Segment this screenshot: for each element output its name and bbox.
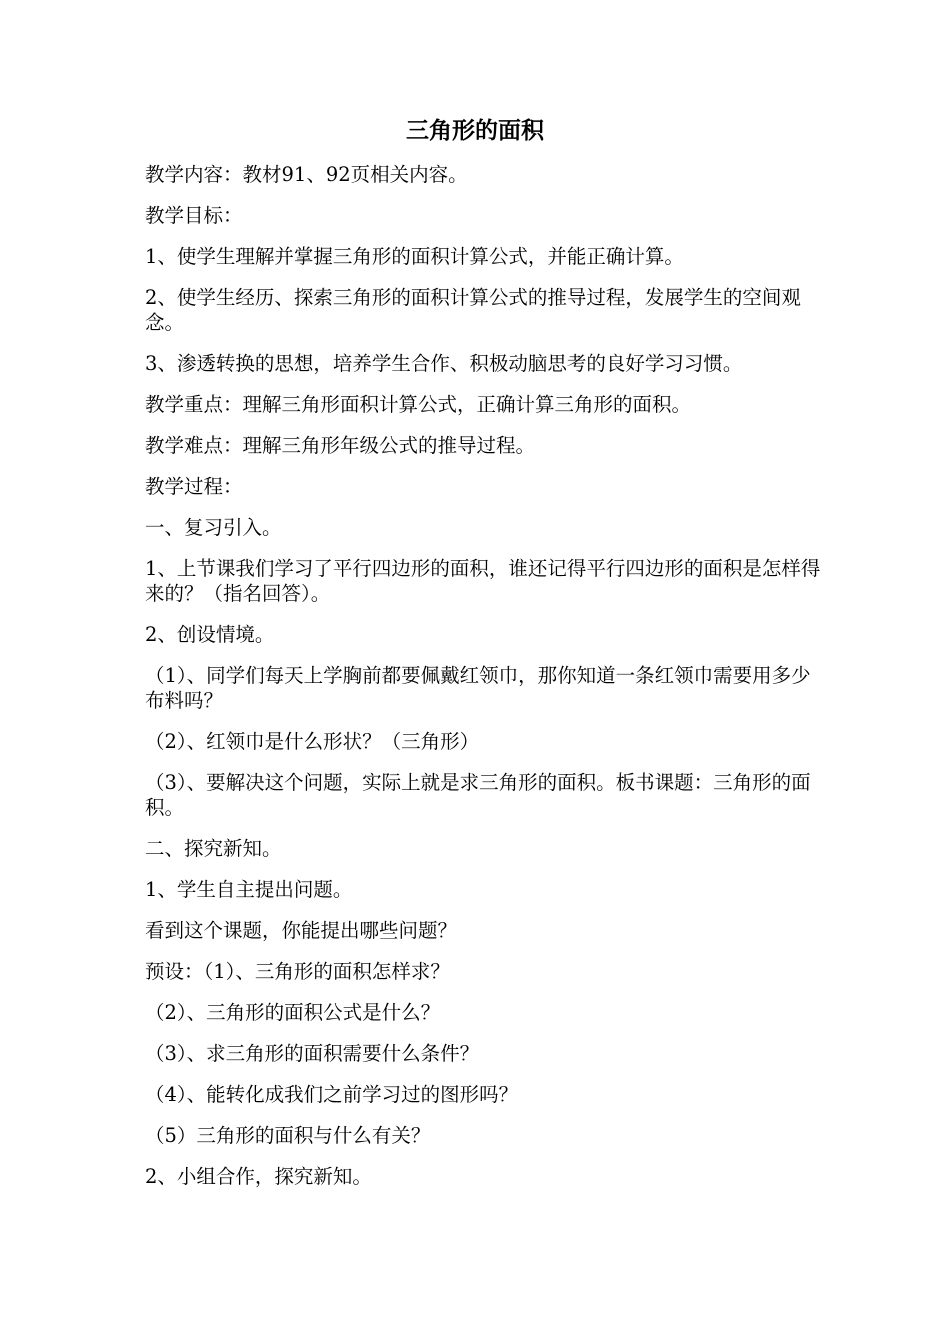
- paragraph: 1、上节课我们学习了平行四边形的面积，谁还记得平行四边形的面积是怎样得来的？（指名回答）。: [145, 557, 821, 605]
- paragraph: 2、创设情境。: [145, 623, 275, 646]
- paragraph: （2）、红领巾是什么形状？（三角形）: [145, 730, 480, 753]
- paragraph: 教学重点：理解三角形面积计算公式，正确计算三角形的面积。: [145, 393, 692, 416]
- paragraph: （2）、三角形的面积公式是什么？: [145, 1001, 441, 1024]
- paragraph: 预设：（1）、三角形的面积怎样求？: [145, 960, 450, 983]
- paragraph: 3、渗透转换的思想，培养学生合作、积极动脑思考的良好学习习惯。: [145, 352, 743, 375]
- paragraph: （3）、求三角形的面积需要什么条件？: [145, 1042, 480, 1065]
- paragraph: （5）三角形的面积与什么有关？: [145, 1124, 431, 1147]
- paragraph: 1、学生自主提出问题。: [145, 878, 353, 901]
- paragraph: 二、探究新知。: [145, 837, 282, 860]
- paragraph: 2、使学生经历、探索三角形的面积计算公式的推导过程，发展学生的空间观念。: [145, 286, 801, 334]
- paragraph: 教学内容：教材91、92页相关内容。: [145, 163, 468, 186]
- paragraph: 教学目标：: [145, 204, 243, 227]
- paragraph: 看到这个课题，你能提出哪些问题？: [145, 919, 458, 942]
- paragraph: 2、小组合作，探究新知。: [145, 1165, 372, 1188]
- paragraph: 一、复习引入。: [145, 516, 282, 539]
- document-title: 三角形的面积: [406, 118, 544, 144]
- paragraph: （3）、要解决这个问题，实际上就是求三角形的面积。板书课题：三角形的面积。: [145, 771, 811, 819]
- paragraph: 教学过程：: [145, 475, 243, 498]
- paragraph: （1）、同学们每天上学胸前都要佩戴红领巾，那你知道一条红领巾需要用多少布料吗？: [145, 664, 811, 712]
- document-body: [145, 162, 825, 1205]
- paragraph: （4）、能转化成我们之前学习过的图形吗？: [145, 1083, 519, 1106]
- paragraph: 教学难点：理解三角形年级公式的推导过程。: [145, 434, 536, 457]
- paragraph: 1、使学生理解并掌握三角形的面积计算公式，并能正确计算。: [145, 245, 684, 268]
